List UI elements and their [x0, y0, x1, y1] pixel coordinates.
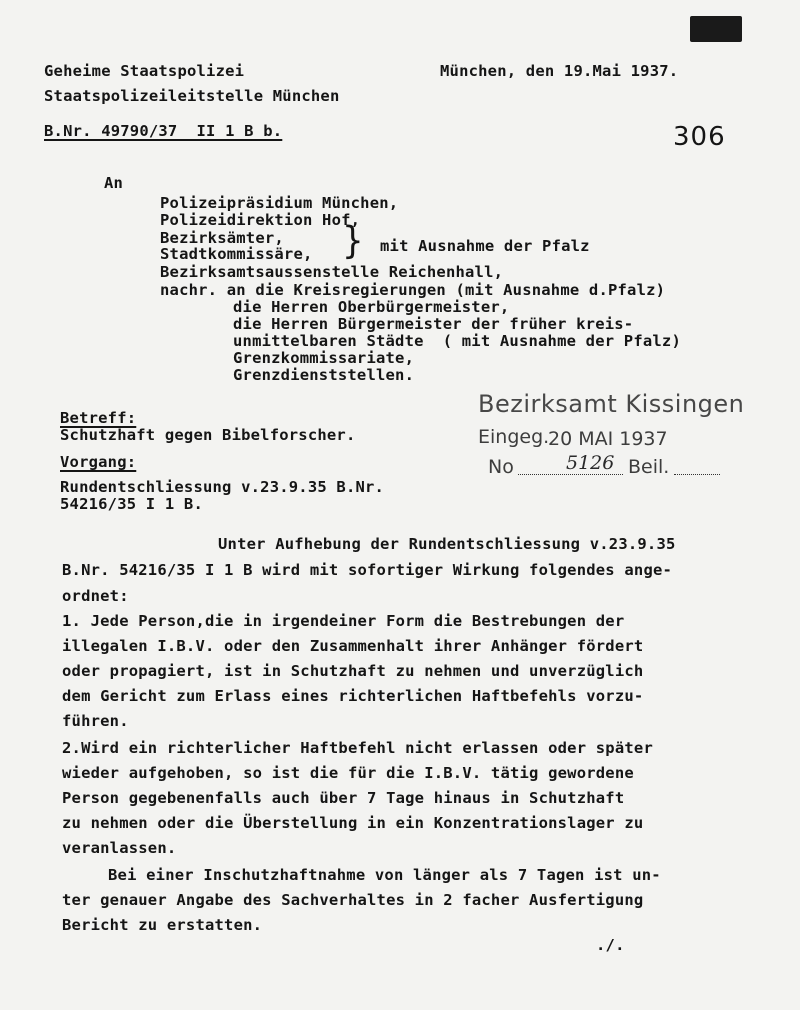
- vorgang-label: Vorgang:: [60, 453, 137, 471]
- addressee-line: Grenzdienststellen.: [233, 366, 415, 384]
- addressee-line: die Herren Bürgermeister der früher kreis-: [233, 315, 634, 333]
- archive-stamp-mark: [690, 16, 742, 42]
- stamp-received-label: Eingeg.: [478, 426, 550, 448]
- continuation-mark: ./.: [596, 936, 625, 954]
- body-line: veranlassen.: [62, 839, 177, 857]
- sender-line-2: Staatspolizeileitstelle München: [44, 87, 340, 105]
- addressee-line: nachr. an die Kreisregierungen (mit Ausnahme d.Pfalz): [160, 281, 666, 299]
- place-date: München, den 19.Mai 1937.: [440, 62, 679, 80]
- betreff-text: Schutzhaft gegen Bibelforscher.: [60, 426, 356, 444]
- body-line: dem Gericht zum Erlass eines richterlichen Haftbefehls vorzu-: [62, 687, 644, 705]
- stamp-received-date: 20 MAI 1937: [548, 428, 668, 450]
- addressee-line: die Herren Oberbürgermeister,: [233, 298, 510, 316]
- betreff-label: Betreff:: [60, 409, 137, 427]
- body-line: Bericht zu erstatten.: [62, 916, 263, 934]
- body-line: oder propagiert, ist in Schutzhaft zu nehmen und unverzüglich: [62, 662, 644, 680]
- body-line: ter genauer Angabe des Sachverhaltes in 2 facher Ausfertigung: [62, 891, 644, 909]
- brace-mark: }: [342, 219, 364, 263]
- body-line: Bei einer Inschutzhaftnahme von länger als 7 Tagen ist un-: [108, 866, 661, 884]
- addressee-line: mit Ausnahme der Pfalz: [380, 237, 590, 255]
- sender-line-1: Geheime Staatspolizei: [44, 62, 245, 80]
- page-number: 306: [673, 122, 726, 152]
- addressee-intro: An: [104, 174, 124, 192]
- addressee-line: Bezirksämter,: [160, 229, 284, 247]
- body-line: B.Nr. 54216/35 I 1 B wird mit sofortiger Wirkung folgendes ange-: [62, 561, 673, 579]
- stamp-number-label: No: [488, 456, 514, 478]
- body-line: Unter Aufhebung der Rundentschliessung v.23.9.35: [218, 535, 676, 553]
- body-line: 2.Wird ein richterlicher Haftbefehl nicht erlassen oder später: [62, 739, 653, 757]
- body-line: zu nehmen oder die Überstellung in ein Konzentrationslager zu: [62, 814, 644, 832]
- body-line: 1. Jede Person,die in irgendeiner Form die Bestrebungen der: [62, 612, 625, 630]
- body-line: ordnet:: [62, 587, 129, 605]
- addressee-line: Polizeidirektion Hof,: [160, 211, 361, 229]
- addressee-line: Bezirksamtsaussenstelle Reichenhall,: [160, 263, 504, 281]
- body-line: führen.: [62, 712, 129, 730]
- addressee-line: unmittelbaren Städte ( mit Ausnahme der Pfalz): [233, 332, 681, 350]
- addressee-line: Grenzkommissariate,: [233, 349, 415, 367]
- file-reference: B.Nr. 49790/37 II 1 B b.: [44, 122, 283, 140]
- vorgang-line-2: 54216/35 I 1 B.: [60, 495, 203, 513]
- addressee-line: Polizeipräsidium München,: [160, 194, 399, 212]
- stamp-number-value: 5126: [566, 452, 615, 474]
- stamp-attachments-rule: [674, 474, 720, 475]
- stamp-attachments-label: Beil.: [628, 456, 670, 478]
- body-line: Person gegebenenfalls auch über 7 Tage hinaus in Schutzhaft: [62, 789, 625, 807]
- body-line: illegalen I.B.V. oder den Zusammenhalt ihrer Anhänger fördert: [62, 637, 644, 655]
- stamp-number-rule: [518, 474, 623, 475]
- body-line: wieder aufgehoben, so ist die für die I.B.V. tätig gewordene: [62, 764, 634, 782]
- addressee-line: Stadtkommissäre,: [160, 245, 313, 263]
- vorgang-line-1: Rundentschliessung v.23.9.35 B.Nr.: [60, 478, 385, 496]
- stamp-office: Bezirksamt Kissingen: [478, 390, 745, 418]
